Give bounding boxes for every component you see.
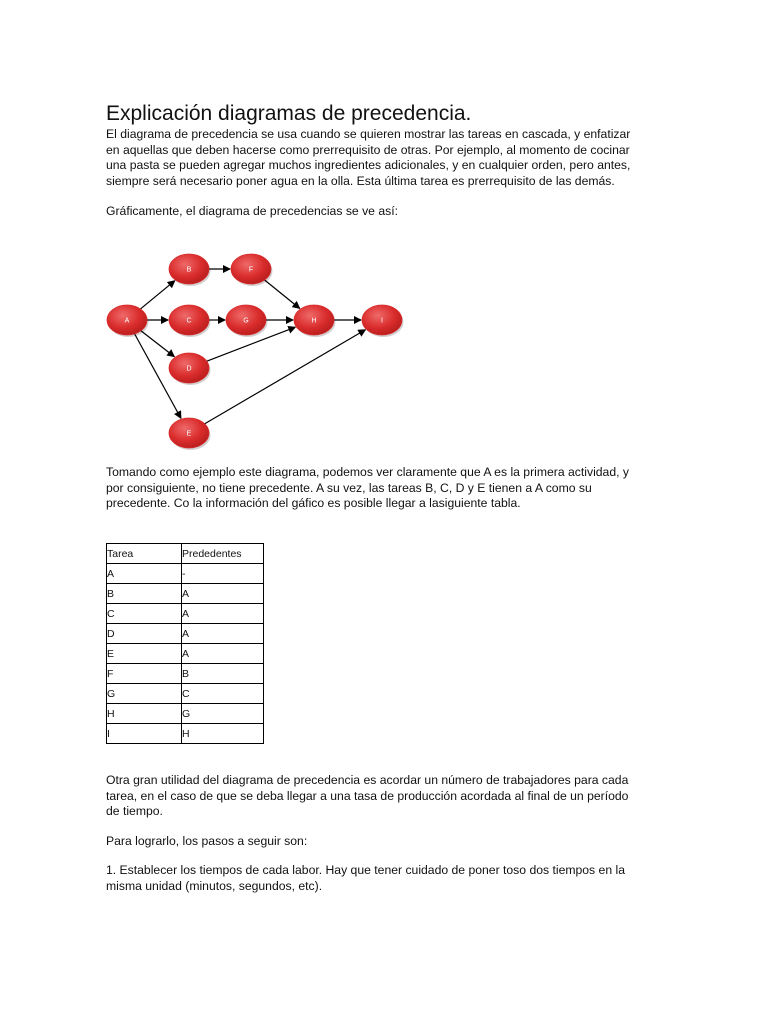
node-label: B (186, 266, 192, 274)
task-cell: E (107, 644, 182, 664)
node-label: D (186, 365, 192, 373)
predecessor-cell: A (182, 584, 264, 604)
precedence-table (106, 543, 264, 744)
precedence-diagram (100, 245, 420, 455)
document-title: Explicación diagramas de precedencia. (106, 102, 472, 125)
table-row (107, 584, 264, 604)
paragraph-line: por consiguiente, no tiene precedente. A su vez, las tareas B, C, D y E tienen a A como su (106, 480, 592, 495)
task-cell: G (107, 684, 182, 704)
predecessor-cell: A (182, 624, 264, 644)
intro-paragraph (106, 127, 666, 189)
edge-e-i (205, 330, 366, 424)
task-cell: D (107, 624, 182, 644)
diagram-nodes (107, 254, 404, 450)
table-row (107, 564, 264, 584)
node-label: A (124, 317, 130, 325)
node-label: E (186, 430, 192, 438)
step-one-paragraph (106, 863, 666, 894)
node-label: I (381, 317, 383, 325)
task-cell: C (107, 604, 182, 624)
node-a (107, 305, 149, 337)
task-cell: A (107, 564, 182, 584)
paragraph-line: 1. Establecer los tiempos de cada labor. Hay que tener cuidado de poner toso dos tiempos en la (106, 863, 625, 877)
edge-f-h (265, 280, 300, 308)
node-i (362, 305, 404, 337)
node-label: H (311, 317, 317, 325)
paragraph-line: precedente. Co la información del gáfico es posible llegar a lasiguiente tabla. (106, 496, 521, 511)
paragraph-line: El diagrama de precedencia se usa cuando se quieren mostrar las tareas en cascada, y enfatizar (106, 127, 631, 141)
utility-paragraph (106, 773, 666, 820)
paragraph-line: de tiempo. (106, 804, 163, 819)
node-f (231, 254, 273, 286)
node-label: C (186, 317, 192, 325)
table-row (107, 684, 264, 704)
node-h (294, 305, 336, 337)
table-row (107, 604, 264, 624)
predecessor-cell: B (182, 664, 264, 684)
task-cell: B (107, 584, 182, 604)
paragraph-line: Otra gran utilidad del diagrama de precedencia es acordar un número de trabajadores para cada (106, 773, 629, 787)
predecessor-cell: G (182, 704, 264, 724)
node-g (226, 305, 268, 337)
task-cell: F (107, 664, 182, 684)
diagram-intro-paragraph (106, 204, 666, 220)
paragraph-line: en aquellas que deben hacerse como prerrequisito de otras. Por ejemplo, al momento de cocinar (106, 142, 630, 157)
edge-a-b (140, 281, 174, 309)
predecessor-cell: A (182, 604, 264, 624)
predecessor-cell: C (182, 684, 264, 704)
task-cell: I (107, 724, 182, 744)
steps-intro-paragraph (106, 834, 666, 850)
table-header-row (107, 544, 264, 564)
edge-a-d (141, 331, 174, 357)
predecessor-cell: H (182, 724, 264, 744)
node-label: G (243, 317, 249, 325)
table-row (107, 644, 264, 664)
column-header-predecessors: Prededentes (182, 544, 264, 564)
node-e (169, 418, 211, 450)
node-b (169, 254, 211, 286)
paragraph-line: misma unidad (minutos, segundos, etc). (106, 878, 323, 893)
explanation-paragraph (106, 465, 666, 512)
predecessor-cell: A (182, 644, 264, 664)
table-row (107, 624, 264, 644)
paragraph-line: Tomando como ejemplo este diagrama, podemos ver claramente que A es la primera actividad, y (106, 465, 629, 479)
node-label: F (248, 266, 254, 274)
predecessor-cell: - (182, 564, 264, 584)
diagram-edges (135, 269, 366, 424)
node-c (169, 305, 211, 337)
paragraph-line: siempre será necesario poner agua en la olla. Esta última tarea es prerrequisito de las demás. (106, 173, 615, 188)
node-d (169, 353, 211, 385)
task-cell: H (107, 704, 182, 724)
column-header-task: Tarea (107, 544, 182, 564)
table-row (107, 704, 264, 724)
table-row (107, 724, 264, 744)
table-row (107, 664, 264, 684)
paragraph-line: Gráficamente, el diagrama de precedencias se ve así: (106, 204, 398, 218)
paragraph-line: una pasta se pueden agregar muchos ingredientes adicionales, y en cualquier orden, pero antes, (106, 158, 631, 173)
paragraph-line: tarea, en el caso de que se deba llegar a una tasa de producción acordada al final de un período (106, 788, 629, 803)
paragraph-line: Para lograrlo, los pasos a seguir son: (106, 834, 308, 848)
